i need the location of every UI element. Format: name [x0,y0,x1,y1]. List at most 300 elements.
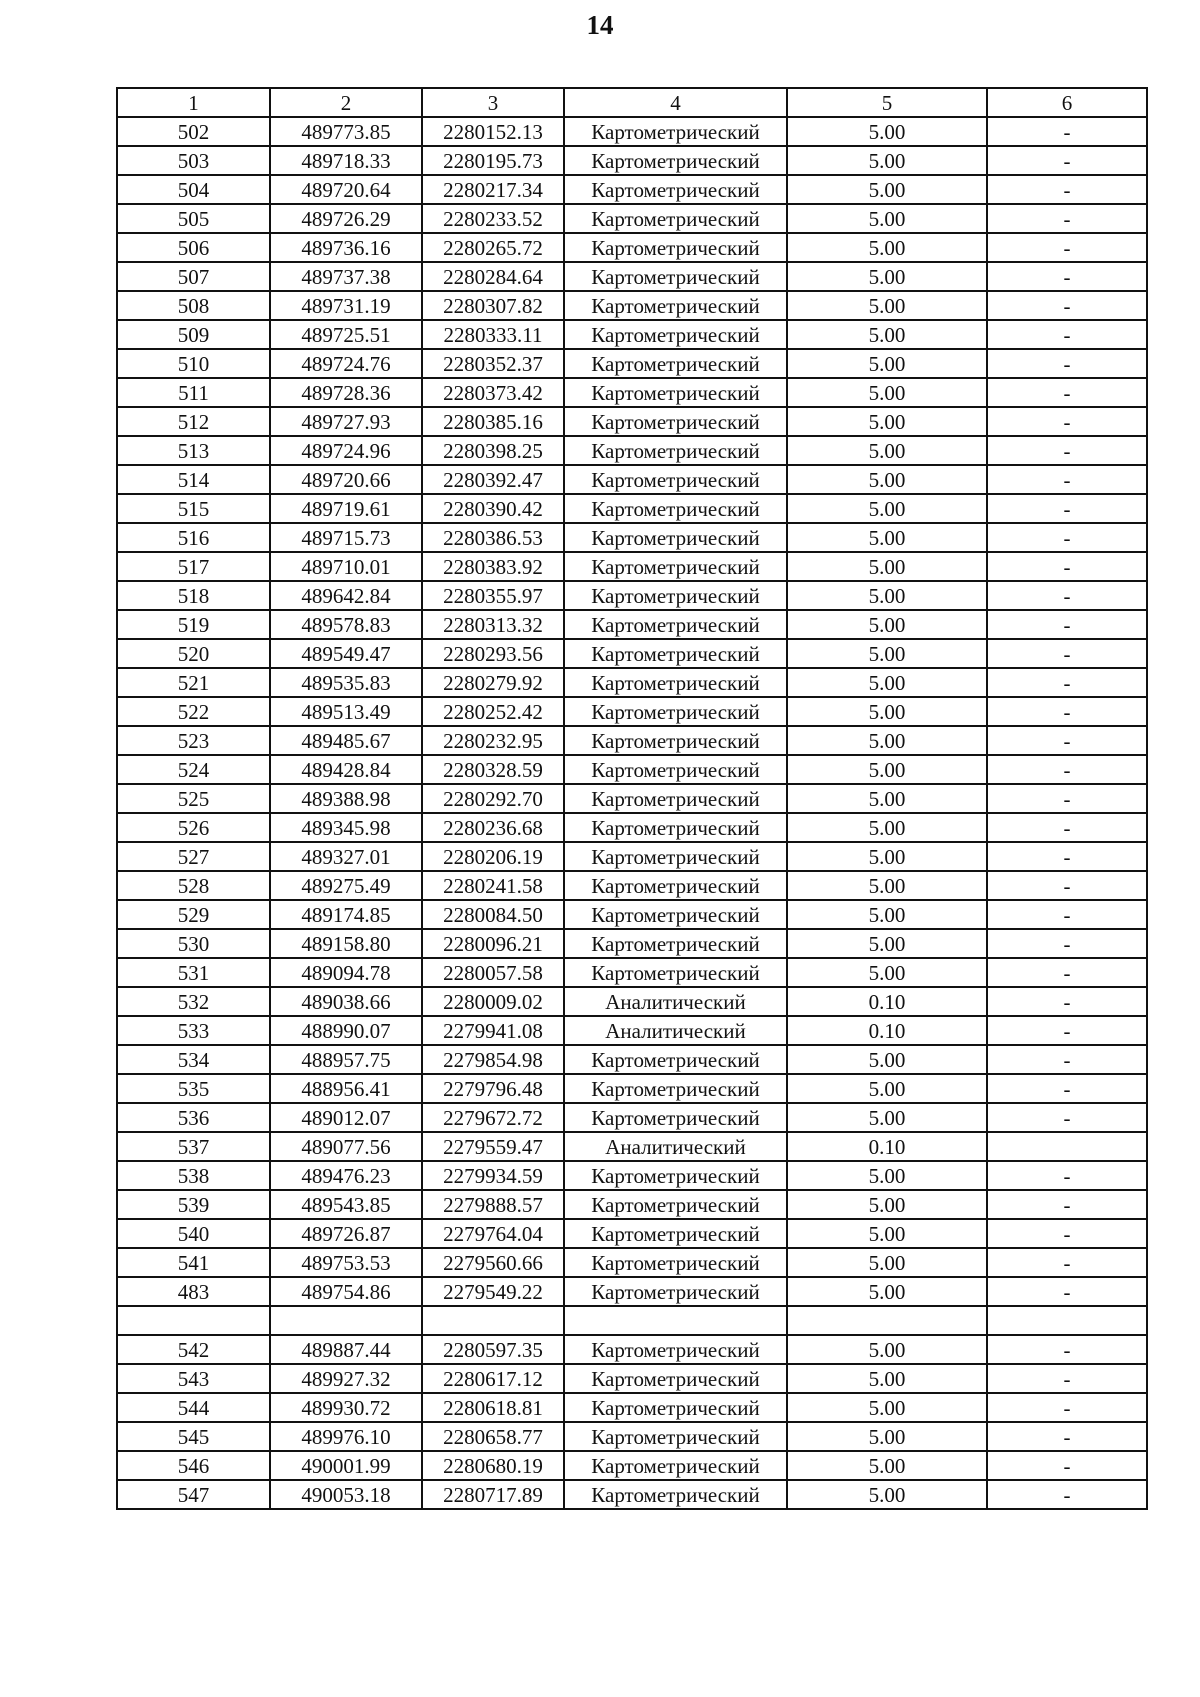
point-number-cell: 539 [117,1190,270,1219]
note-cell: - [987,871,1147,900]
y-coordinate-cell: 2280096.21 [422,929,564,958]
note-cell: - [987,1480,1147,1509]
x-coordinate-cell: 489535.83 [270,668,422,697]
table-row [117,958,1147,987]
accuracy-cell: 5.00 [787,552,987,581]
table-row [117,552,1147,581]
table-row [117,233,1147,262]
table-row [117,320,1147,349]
x-coordinate-cell: 489737.38 [270,262,422,291]
y-coordinate-cell: 2280284.64 [422,262,564,291]
table-row [117,117,1147,146]
table-row [117,1364,1147,1393]
method-cell: Картометрический [564,1074,787,1103]
note-cell: - [987,929,1147,958]
header-cell: 6 [987,88,1147,117]
note-cell: - [987,987,1147,1016]
point-number-cell: 530 [117,929,270,958]
point-number-cell: 512 [117,407,270,436]
table-row [117,1277,1147,1306]
point-number-cell: 545 [117,1422,270,1451]
method-cell: Картометрический [564,639,787,668]
table-row [117,1161,1147,1190]
table-row [117,1190,1147,1219]
method-cell: Картометрический [564,233,787,262]
note-cell: - [987,436,1147,465]
point-number-cell: 516 [117,523,270,552]
method-cell: Картометрический [564,494,787,523]
table-row [117,900,1147,929]
method-cell: Картометрический [564,1045,787,1074]
point-number-cell: 522 [117,697,270,726]
note-cell: - [987,668,1147,697]
y-coordinate-cell: 2280236.68 [422,813,564,842]
note-cell: - [987,900,1147,929]
y-coordinate-cell: 2279672.72 [422,1103,564,1132]
y-coordinate-cell: 2280333.11 [422,320,564,349]
method-cell: Картометрический [564,1161,787,1190]
y-coordinate-cell: 2280152.13 [422,117,564,146]
note-cell: - [987,1161,1147,1190]
y-coordinate-cell: 2279796.48 [422,1074,564,1103]
x-coordinate-cell: 489927.32 [270,1364,422,1393]
table-row [117,436,1147,465]
note-cell: - [987,378,1147,407]
accuracy-cell: 5.00 [787,146,987,175]
table-row [117,262,1147,291]
x-coordinate-cell: 489727.93 [270,407,422,436]
y-coordinate-cell: 2280383.92 [422,552,564,581]
y-coordinate-cell: 2280252.42 [422,697,564,726]
method-cell: Картометрический [564,900,787,929]
accuracy-cell: 5.00 [787,610,987,639]
point-number-cell: 509 [117,320,270,349]
accuracy-cell: 5.00 [787,784,987,813]
accuracy-cell: 5.00 [787,1364,987,1393]
x-coordinate-cell [270,1306,422,1335]
method-cell: Картометрический [564,813,787,842]
y-coordinate-cell: 2280617.12 [422,1364,564,1393]
method-cell [564,1306,787,1335]
point-number-cell: 537 [117,1132,270,1161]
x-coordinate-cell: 489720.64 [270,175,422,204]
y-coordinate-cell: 2280355.97 [422,581,564,610]
method-cell: Картометрический [564,1277,787,1306]
x-coordinate-cell: 489724.96 [270,436,422,465]
x-coordinate-cell: 488990.07 [270,1016,422,1045]
point-number-cell: 506 [117,233,270,262]
method-cell: Картометрический [564,378,787,407]
accuracy-cell: 5.00 [787,407,987,436]
x-coordinate-cell: 490053.18 [270,1480,422,1509]
x-coordinate-cell: 489720.66 [270,465,422,494]
method-cell: Картометрический [564,117,787,146]
point-number-cell: 523 [117,726,270,755]
y-coordinate-cell: 2280352.37 [422,349,564,378]
table-row [117,871,1147,900]
table-row [117,349,1147,378]
point-number-cell: 535 [117,1074,270,1103]
note-cell: - [987,1074,1147,1103]
y-coordinate-cell: 2280307.82 [422,291,564,320]
accuracy-cell: 5.00 [787,436,987,465]
page-number: 14 [586,10,614,40]
note-cell [987,1306,1147,1335]
accuracy-cell: 5.00 [787,726,987,755]
x-coordinate-cell: 489719.61 [270,494,422,523]
point-number-cell: 519 [117,610,270,639]
point-number-cell: 507 [117,262,270,291]
x-coordinate-cell: 489038.66 [270,987,422,1016]
x-coordinate-cell: 489543.85 [270,1190,422,1219]
note-cell: - [987,117,1147,146]
x-coordinate-cell: 489710.01 [270,552,422,581]
point-number-cell: 528 [117,871,270,900]
accuracy-cell: 5.00 [787,117,987,146]
table-row [117,987,1147,1016]
header-cell: 3 [422,88,564,117]
note-cell: - [987,1393,1147,1422]
header-cell: 1 [117,88,270,117]
point-number-cell: 533 [117,1016,270,1045]
x-coordinate-cell: 489731.19 [270,291,422,320]
point-number-cell: 543 [117,1364,270,1393]
method-cell: Картометрический [564,755,787,784]
y-coordinate-cell: 2280233.52 [422,204,564,233]
accuracy-cell [787,1306,987,1335]
x-coordinate-cell: 489094.78 [270,958,422,987]
table-row [117,697,1147,726]
accuracy-cell: 0.10 [787,1016,987,1045]
accuracy-cell: 5.00 [787,958,987,987]
x-coordinate-cell: 489726.87 [270,1219,422,1248]
accuracy-cell: 5.00 [787,755,987,784]
note-cell: - [987,1190,1147,1219]
x-coordinate-cell: 489715.73 [270,523,422,552]
accuracy-cell: 5.00 [787,1190,987,1219]
table-row [117,929,1147,958]
table-row [117,581,1147,610]
note-cell: - [987,262,1147,291]
method-cell: Аналитический [564,987,787,1016]
header-cell: 4 [564,88,787,117]
table-row [117,465,1147,494]
method-cell: Картометрический [564,1364,787,1393]
y-coordinate-cell: 2280680.19 [422,1451,564,1480]
x-coordinate-cell: 489485.67 [270,726,422,755]
point-number-cell: 534 [117,1045,270,1074]
y-coordinate-cell: 2279888.57 [422,1190,564,1219]
y-coordinate-cell: 2280241.58 [422,871,564,900]
point-number-cell: 546 [117,1451,270,1480]
table-row [117,610,1147,639]
point-number-cell: 513 [117,436,270,465]
accuracy-cell: 5.00 [787,813,987,842]
y-coordinate-cell: 2280658.77 [422,1422,564,1451]
y-coordinate-cell: 2280009.02 [422,987,564,1016]
table-row [117,1422,1147,1451]
point-number-cell: 541 [117,1248,270,1277]
accuracy-cell: 5.00 [787,1480,987,1509]
note-cell: - [987,465,1147,494]
y-coordinate-cell: 2279934.59 [422,1161,564,1190]
table-row [117,494,1147,523]
method-cell: Аналитический [564,1016,787,1045]
x-coordinate-cell: 489976.10 [270,1422,422,1451]
method-cell: Аналитический [564,1132,787,1161]
header-cell: 5 [787,88,987,117]
point-number-cell: 504 [117,175,270,204]
point-number-cell: 515 [117,494,270,523]
accuracy-cell: 5.00 [787,465,987,494]
coordinates-table [116,87,1148,1510]
note-cell: - [987,726,1147,755]
accuracy-cell: 5.00 [787,1074,987,1103]
table-row [117,523,1147,552]
accuracy-cell: 5.00 [787,1045,987,1074]
y-coordinate-cell: 2280057.58 [422,958,564,987]
table-row [117,378,1147,407]
x-coordinate-cell: 489275.49 [270,871,422,900]
y-coordinate-cell: 2280398.25 [422,436,564,465]
method-cell: Картометрический [564,1103,787,1132]
method-cell: Картометрический [564,523,787,552]
x-coordinate-cell: 489158.80 [270,929,422,958]
point-number-cell: 483 [117,1277,270,1306]
accuracy-cell: 5.00 [787,1422,987,1451]
note-cell: - [987,349,1147,378]
y-coordinate-cell: 2280206.19 [422,842,564,871]
x-coordinate-cell: 489887.44 [270,1335,422,1364]
point-number-cell: 531 [117,958,270,987]
x-coordinate-cell: 489773.85 [270,117,422,146]
method-cell: Картометрический [564,291,787,320]
table-row [117,146,1147,175]
note-cell: - [987,697,1147,726]
x-coordinate-cell: 490001.99 [270,1451,422,1480]
note-cell: - [987,523,1147,552]
method-cell: Картометрический [564,842,787,871]
x-coordinate-cell: 489549.47 [270,639,422,668]
x-coordinate-cell: 489642.84 [270,581,422,610]
accuracy-cell: 5.00 [787,1161,987,1190]
y-coordinate-cell: 2280618.81 [422,1393,564,1422]
accuracy-cell: 5.00 [787,204,987,233]
table-row [117,1045,1147,1074]
table-row [117,755,1147,784]
point-number-cell: 502 [117,117,270,146]
note-cell: - [987,1045,1147,1074]
method-cell: Картометрический [564,1393,787,1422]
x-coordinate-cell: 489725.51 [270,320,422,349]
table-row [117,784,1147,813]
y-coordinate-cell: 2280292.70 [422,784,564,813]
note-cell: - [987,1103,1147,1132]
point-number-cell: 517 [117,552,270,581]
table-row [117,175,1147,204]
method-cell: Картометрический [564,1335,787,1364]
y-coordinate-cell: 2279549.22 [422,1277,564,1306]
y-coordinate-cell: 2280328.59 [422,755,564,784]
method-cell: Картометрический [564,784,787,813]
point-number-cell: 510 [117,349,270,378]
accuracy-cell: 5.00 [787,1103,987,1132]
point-number-cell: 508 [117,291,270,320]
note-cell: - [987,813,1147,842]
y-coordinate-cell: 2280597.35 [422,1335,564,1364]
table-row [117,204,1147,233]
method-cell: Картометрический [564,958,787,987]
accuracy-cell: 5.00 [787,639,987,668]
y-coordinate-cell: 2280392.47 [422,465,564,494]
x-coordinate-cell: 489476.23 [270,1161,422,1190]
table-row [117,1132,1147,1161]
method-cell: Картометрический [564,1248,787,1277]
accuracy-cell: 5.00 [787,900,987,929]
y-coordinate-cell: 2280265.72 [422,233,564,262]
x-coordinate-cell: 489754.86 [270,1277,422,1306]
y-coordinate-cell: 2280390.42 [422,494,564,523]
table-row [117,407,1147,436]
note-cell: - [987,291,1147,320]
y-coordinate-cell: 2280293.56 [422,639,564,668]
y-coordinate-cell: 2280279.92 [422,668,564,697]
accuracy-cell: 5.00 [787,1451,987,1480]
table-row [117,1016,1147,1045]
accuracy-cell: 5.00 [787,320,987,349]
point-number-cell: 538 [117,1161,270,1190]
accuracy-cell: 5.00 [787,1393,987,1422]
accuracy-cell: 5.00 [787,175,987,204]
point-number-cell: 524 [117,755,270,784]
note-cell: - [987,233,1147,262]
accuracy-cell: 5.00 [787,842,987,871]
x-coordinate-cell: 488956.41 [270,1074,422,1103]
header-cell: 2 [270,88,422,117]
accuracy-cell: 5.00 [787,581,987,610]
method-cell: Картометрический [564,697,787,726]
method-cell: Картометрический [564,610,787,639]
x-coordinate-cell: 489174.85 [270,900,422,929]
note-cell: - [987,958,1147,987]
x-coordinate-cell: 489930.72 [270,1393,422,1422]
note-cell: - [987,494,1147,523]
note-cell: - [987,407,1147,436]
y-coordinate-cell: 2280385.16 [422,407,564,436]
note-cell: - [987,204,1147,233]
note-cell: - [987,1277,1147,1306]
note-cell: - [987,1422,1147,1451]
method-cell: Картометрический [564,1422,787,1451]
point-number-cell: 518 [117,581,270,610]
note-cell: - [987,784,1147,813]
x-coordinate-cell: 489578.83 [270,610,422,639]
y-coordinate-cell: 2280217.34 [422,175,564,204]
method-cell: Картометрический [564,552,787,581]
point-number-cell: 544 [117,1393,270,1422]
y-coordinate-cell: 2280195.73 [422,146,564,175]
x-coordinate-cell: 489724.76 [270,349,422,378]
table-row [117,291,1147,320]
table-row [117,726,1147,755]
y-coordinate-cell: 2280232.95 [422,726,564,755]
point-number-cell: 514 [117,465,270,494]
note-cell: - [987,581,1147,610]
accuracy-cell: 5.00 [787,233,987,262]
accuracy-cell: 0.10 [787,1132,987,1161]
y-coordinate-cell: 2280386.53 [422,523,564,552]
table-row [117,813,1147,842]
note-cell: - [987,146,1147,175]
point-number-cell: 525 [117,784,270,813]
method-cell: Картометрический [564,436,787,465]
x-coordinate-cell: 489736.16 [270,233,422,262]
x-coordinate-cell: 489718.33 [270,146,422,175]
method-cell: Картометрический [564,349,787,378]
note-cell: - [987,1335,1147,1364]
accuracy-cell: 5.00 [787,378,987,407]
x-coordinate-cell: 489327.01 [270,842,422,871]
point-number-cell: 536 [117,1103,270,1132]
method-cell: Картометрический [564,1480,787,1509]
method-cell: Картометрический [564,204,787,233]
method-cell: Картометрический [564,407,787,436]
accuracy-cell: 0.10 [787,987,987,1016]
method-cell: Картометрический [564,146,787,175]
point-number-cell: 511 [117,378,270,407]
point-number-cell: 547 [117,1480,270,1509]
x-coordinate-cell: 488957.75 [270,1045,422,1074]
note-cell: - [987,320,1147,349]
accuracy-cell: 5.00 [787,1335,987,1364]
table-body [117,88,1147,1509]
x-coordinate-cell: 489345.98 [270,813,422,842]
x-coordinate-cell: 489753.53 [270,1248,422,1277]
x-coordinate-cell: 489726.29 [270,204,422,233]
y-coordinate-cell: 2279854.98 [422,1045,564,1074]
table-row [117,1393,1147,1422]
method-cell: Картометрический [564,871,787,900]
method-cell: Картометрический [564,929,787,958]
point-number-cell: 503 [117,146,270,175]
y-coordinate-cell: 2279559.47 [422,1132,564,1161]
method-cell: Картометрический [564,581,787,610]
note-cell [987,1132,1147,1161]
note-cell: - [987,842,1147,871]
x-coordinate-cell: 489428.84 [270,755,422,784]
accuracy-cell: 5.00 [787,697,987,726]
x-coordinate-cell: 489728.36 [270,378,422,407]
method-cell: Картометрический [564,465,787,494]
note-cell: - [987,755,1147,784]
method-cell: Картометрический [564,175,787,204]
accuracy-cell: 5.00 [787,871,987,900]
table-row [117,1103,1147,1132]
x-coordinate-cell: 489513.49 [270,697,422,726]
y-coordinate-cell: 2280717.89 [422,1480,564,1509]
point-number-cell: 526 [117,813,270,842]
accuracy-cell: 5.00 [787,1277,987,1306]
note-cell: - [987,1364,1147,1393]
table-row [117,668,1147,697]
x-coordinate-cell: 489077.56 [270,1132,422,1161]
table-row [117,1335,1147,1364]
accuracy-cell: 5.00 [787,494,987,523]
table-row [117,1248,1147,1277]
accuracy-cell: 5.00 [787,523,987,552]
point-number-cell: 540 [117,1219,270,1248]
note-cell: - [987,1219,1147,1248]
